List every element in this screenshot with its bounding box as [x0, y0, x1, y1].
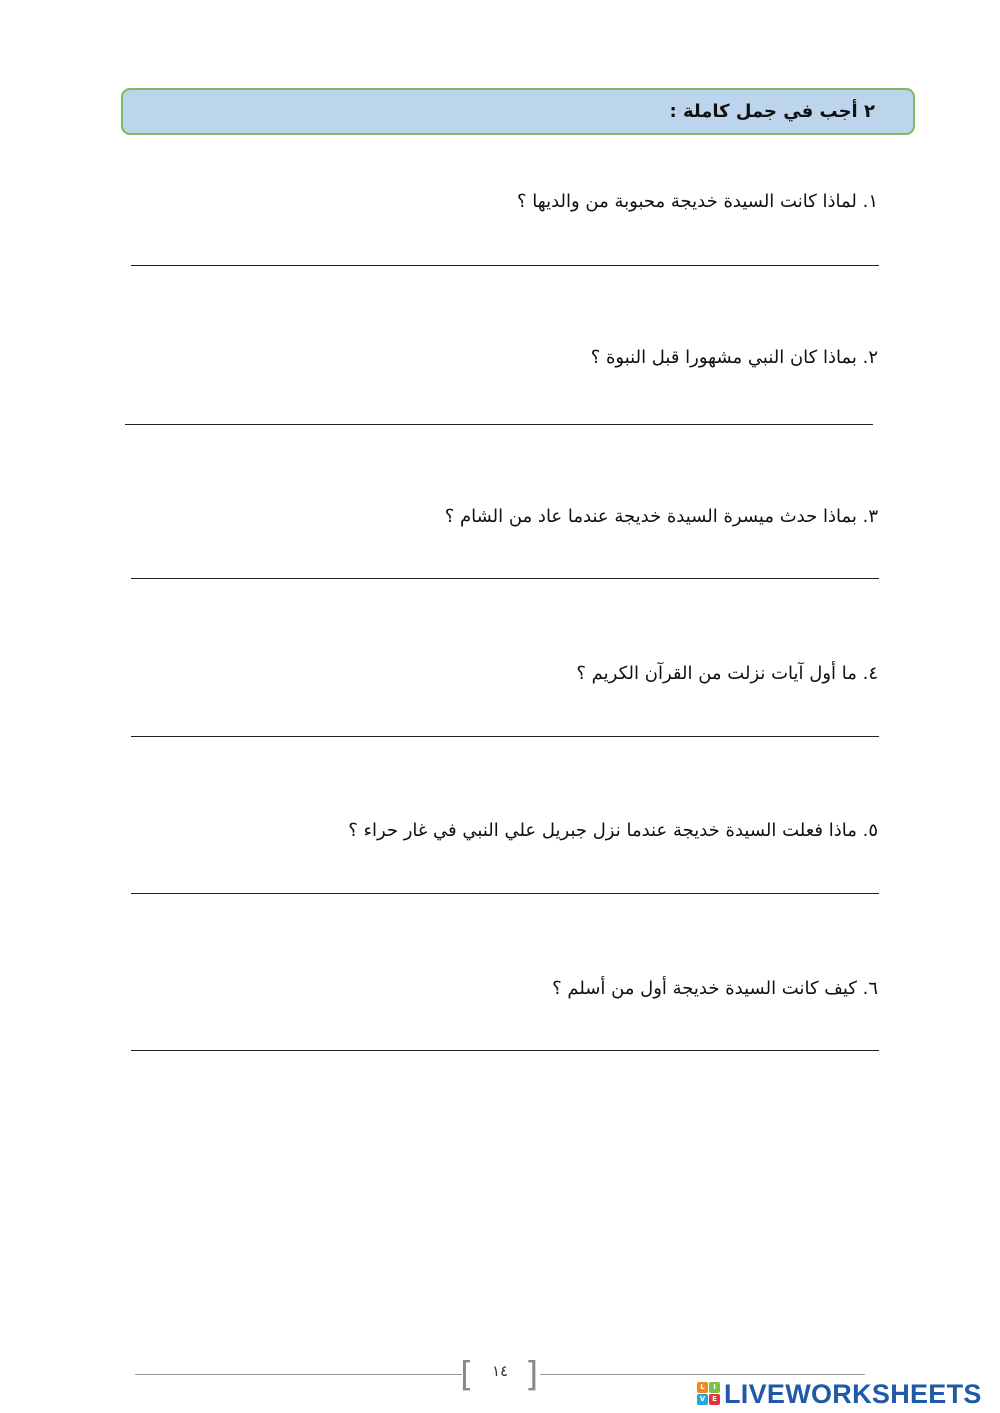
left-bracket-icon: [: [460, 1355, 474, 1395]
answer-line-4[interactable]: [131, 736, 879, 737]
brand-logo[interactable]: [697, 1379, 993, 1409]
section-title: ٢ أجب في جمل كاملة :: [669, 101, 875, 122]
right-bracket-icon: ]: [525, 1355, 539, 1395]
brand-name: LIVEWORKSHEETS: [724, 1379, 982, 1409]
question-5: ٥. ماذا فعلت السيدة خديجة عندما نزل جبريل علي النبي في غار حراء ؟: [348, 820, 878, 841]
answer-line-3[interactable]: [131, 578, 879, 579]
question-2: ٢. بماذا كان النبي مشهورا قبل النبوة ؟: [590, 347, 878, 368]
liveworksheets-logo-icon: L I V E: [697, 1382, 721, 1406]
question-6: ٦. كيف كانت السيدة خديجة أول من أسلم ؟: [552, 978, 878, 999]
question-3: ٣. بماذا حدث ميسرة السيدة خديجة عندما عاد من الشام ؟: [444, 506, 878, 527]
section-header: [121, 88, 915, 135]
page-number: ١٤: [491, 1362, 509, 1380]
answer-line-5[interactable]: [131, 893, 879, 894]
answer-line-1[interactable]: [131, 265, 879, 266]
question-4: ٤. ما أول آيات نزلت من القرآن الكريم ؟: [576, 663, 878, 684]
footer-rule-right: [540, 1374, 865, 1375]
question-1: ١. لماذا كانت السيدة خديجة محبوبة من والديها ؟: [517, 191, 878, 212]
answer-line-2[interactable]: [125, 424, 873, 425]
footer-rule-left: [135, 1374, 462, 1375]
answer-line-6[interactable]: [131, 1050, 879, 1051]
